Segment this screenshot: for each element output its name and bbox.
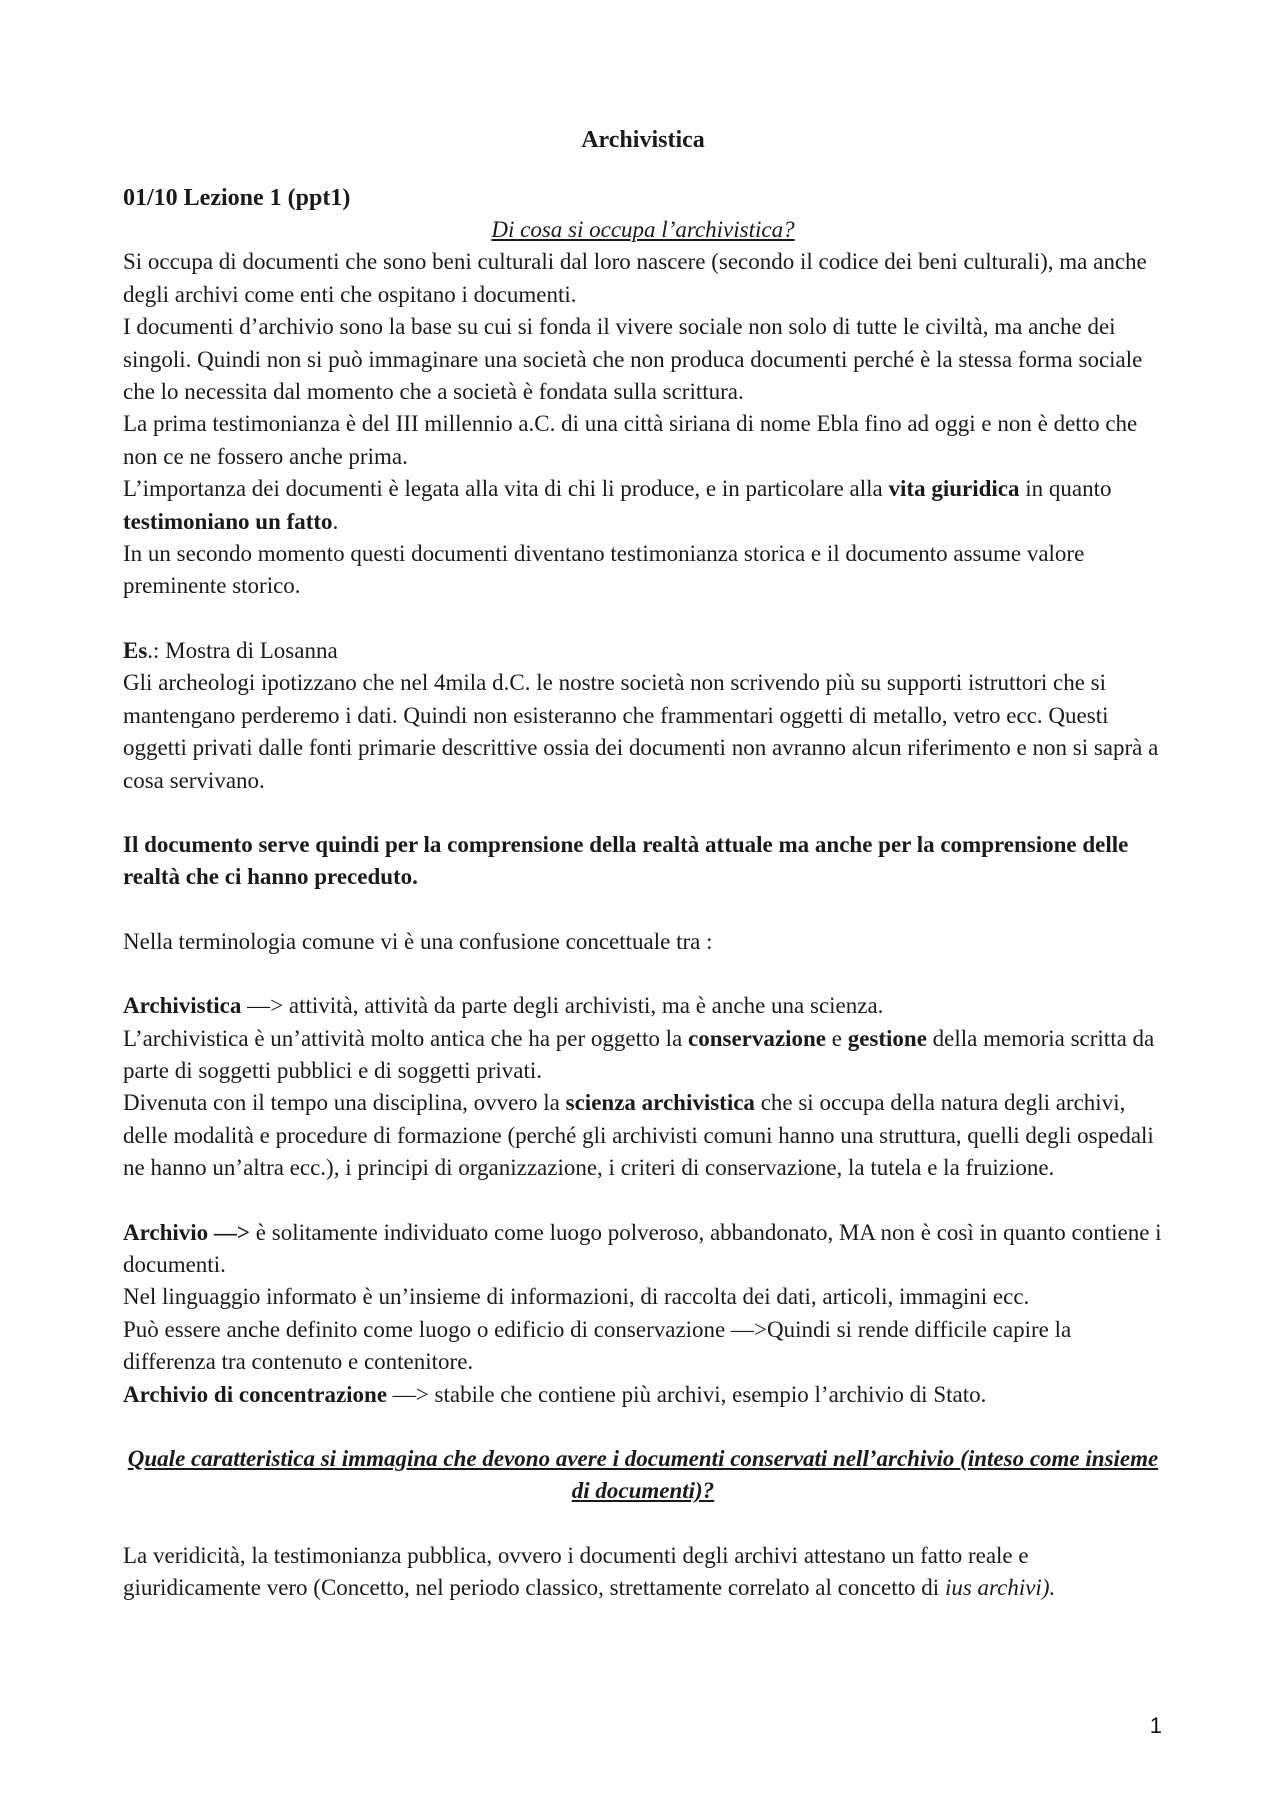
- spacer: [123, 894, 1163, 926]
- spacer: [123, 1508, 1163, 1540]
- bold-run: gestione: [847, 1025, 927, 1051]
- text-run: .: [332, 508, 339, 534]
- text-run: —> attività, attività da parte degli archivisti, ma è anche una scienza.: [241, 993, 884, 1019]
- spacer: [123, 1411, 1163, 1443]
- archivio-paragraph-2: Nel linguaggio informato è un’insieme di informazioni, di raccolta dei dati, articoli, immagini ecc.: [123, 1284, 1030, 1310]
- bold-run: testimoniano un fatto: [123, 508, 333, 534]
- text-run: della memoria scritta da parte di soggetti pubblici e di soggetti privati.: [123, 1025, 1155, 1083]
- archivistica-paragraph-2: [123, 1023, 1163, 1088]
- term-archivistica: Archivistica: [123, 993, 242, 1019]
- term-archivio: Archivio —>: [123, 1219, 251, 1245]
- archivio-concentrazione: [123, 1379, 1163, 1411]
- document-title: Archivistica: [581, 127, 705, 153]
- term-archivio-concentrazione: Archivio di concentrazione: [123, 1381, 388, 1407]
- bold-run: scienza archivistica: [565, 1090, 755, 1116]
- spacer: [123, 603, 1163, 635]
- lesson-heading: 01/10 Lezione 1 (ppt1): [123, 185, 351, 211]
- text-run: in quanto: [1019, 476, 1112, 502]
- intro-paragraph-3: La prima testimonianza è del III millennio a.C. di una città siriana di nome Ebla fino ad oggi e non è detto che non ce ne fossero anche prima.: [123, 411, 1138, 469]
- text-run: ).: [1041, 1575, 1056, 1601]
- page-number: 1: [1149, 1713, 1162, 1738]
- text-run: L’archivistica è un’attività molto antica che ha per oggetto la: [123, 1025, 688, 1051]
- intro-paragraph-1: Si occupa di documenti che sono beni culturali dal loro nascere (secondo il codice dei beni culturali), ma anche degli archivi come enti che ospitano i documenti.: [123, 249, 1147, 307]
- text-run: Divenuta con il tempo una disciplina, ovvero la: [123, 1090, 566, 1116]
- archivistica-paragraph-3: [123, 1087, 1163, 1184]
- spacer: [123, 958, 1163, 990]
- spacer: [123, 1185, 1163, 1217]
- bold-statement: Il documento serve quindi per la comprensione della realtà attuale ma anche per la comprensione delle realtà che ci hanno preceduto.: [123, 831, 1129, 890]
- text-run: e: [825, 1025, 848, 1051]
- bold-run: vita giuridica: [888, 476, 1020, 502]
- intro-paragraph-2: I documenti d’archivio sono la base su cui si fonda il vivere sociale non solo di tutte le civiltà, ma anche dei singoli. Quindi non si può immaginare una società che non produca documenti perché è la stessa forma sociale che lo necessita dal momento che a società è fondata sulla scrittura.: [123, 314, 1143, 405]
- example-heading: [123, 635, 1163, 667]
- intro-paragraph-4: [123, 473, 1163, 538]
- archivistica-definition: [123, 990, 1163, 1022]
- document-page: [123, 124, 1163, 1605]
- text-run: La veridicità, la testimonianza pubblica, ovvero i documenti degli archivi attestano un fatto reale e giuridicamente vero (Concetto, nel periodo classico, strettamente correlato al concetto di: [123, 1542, 1029, 1601]
- italic-run: ius archivi: [944, 1575, 1042, 1601]
- archivio-definition: [123, 1217, 1163, 1282]
- question-heading: Quale caratteristica si immagina che devono avere i documenti conservati nell’archivio (inteso come insieme di documenti)?: [127, 1446, 1159, 1504]
- intro-paragraph-5: In un secondo momento questi documenti diventano testimonianza storica e il documento assume valore preminente storico.: [123, 541, 1085, 599]
- answer-paragraph: [123, 1540, 1163, 1605]
- example-title: .: Mostra di Losanna: [147, 637, 338, 663]
- terminology-intro: Nella terminologia comune vi è una confusione concettuale tra :: [123, 928, 713, 954]
- spacer: [123, 797, 1163, 829]
- text-run: L’importanza dei documenti è legata alla vita di chi li produce, e in particolare alla: [123, 476, 889, 502]
- example-label: Es: [123, 637, 148, 663]
- bold-run: conservazione: [688, 1025, 826, 1051]
- archivio-paragraph-3: Può essere anche definito come luogo o edificio di conservazione —>Quindi si rende difficile capire la differenza tra contenuto e contenitore.: [123, 1316, 1072, 1375]
- text-run: è solitamente individuato come luogo polveroso, abbandonato, MA non è così in quanto contiene i documenti.: [123, 1219, 1162, 1277]
- text-run: che si occupa della natura degli archivi, delle modalità e procedure di formazione (perché gli archivisti comuni hanno una struttura, quelli degli ospedali ne hanno un’altra ecc.), i principi di organizzazione, i criteri di conservazione, la tutela e la fruizione.: [123, 1090, 1154, 1181]
- text-run: —> stabile che contiene più archivi, esempio l’archivio di Stato.: [387, 1381, 987, 1407]
- section-subtitle: Di cosa si occupa l’archivistica?: [491, 217, 795, 242]
- example-paragraph: Gli archeologi ipotizzano che nel 4mila d.C. le nostre società non scrivendo più su supporti istruttori che si mantengano perderemo i dati. Quindi non esisteranno che frammentari oggetti di metallo, vetro ecc. Questi oggetti privati dalle fonti primarie descrittive ossia dei documenti non avranno alcun riferimento e non si saprà a cosa servivano.: [123, 670, 1159, 793]
